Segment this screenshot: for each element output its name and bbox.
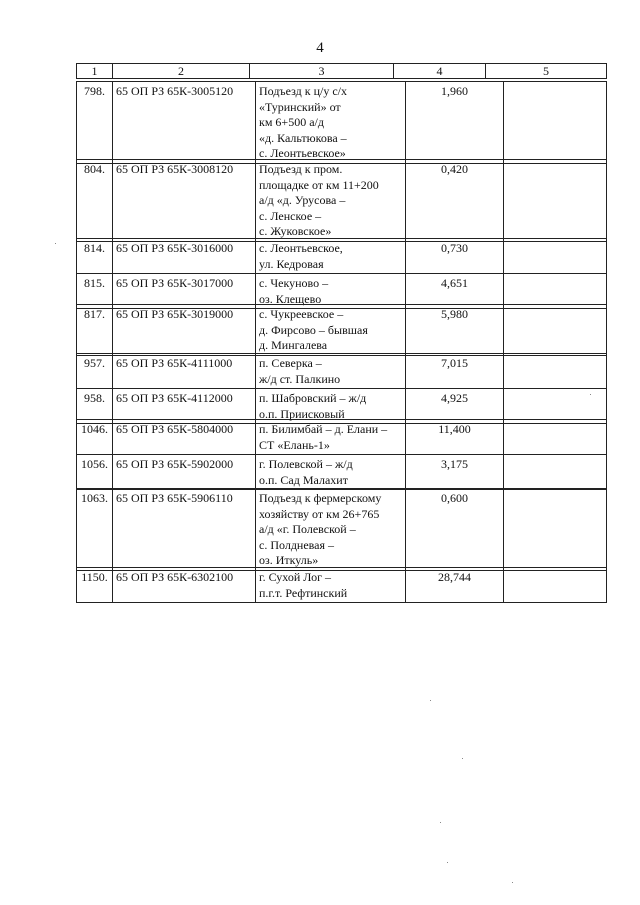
road-name (256, 160, 406, 242)
road-name-line: а/д «д. Урусова – (259, 193, 346, 208)
road-name-line: о.п. Приисковый (259, 406, 345, 421)
scan-speck (440, 822, 441, 823)
road-length: 0,730 (406, 239, 504, 274)
road-name-line: с. Жуковское» (259, 224, 332, 239)
road-name-line: д. Фирсово – бывшая (259, 322, 368, 337)
road-code: 65 ОП РЗ 65К-5902000 (113, 455, 256, 490)
row-number: 1063. (77, 489, 113, 571)
road-length: 3,175 (406, 455, 504, 490)
road-code: 65 ОП РЗ 65К-3019000 (113, 305, 256, 356)
table-row-group (76, 419, 607, 455)
road-name-line: «Туринский» от (259, 99, 341, 114)
row-number: 815. (77, 274, 113, 309)
table-row-group (76, 567, 607, 603)
road-length: 4,651 (406, 274, 504, 309)
scan-speck (55, 243, 56, 244)
table-row (77, 568, 607, 603)
column-header-5: 5 (486, 64, 607, 79)
column-header-2: 2 (113, 64, 250, 79)
road-name-line: п. Билимбай – д. Елани – (259, 422, 388, 436)
road-name-line: ж/д ст. Палкино (259, 371, 341, 386)
road-note (504, 305, 607, 356)
table-row (77, 82, 607, 164)
road-name-line: г. Сухой Лог – (259, 570, 331, 584)
road-name (256, 455, 406, 490)
table-row-group (76, 304, 607, 356)
road-length: 0,600 (406, 489, 504, 571)
road-name-line: ул. Кедровая (259, 256, 324, 271)
road-name-line: с. Леонтьевское, (259, 241, 343, 255)
table-row (77, 354, 607, 389)
road-name (256, 568, 406, 603)
road-code: 65 ОП РЗ 65К-4111000 (113, 354, 256, 389)
table-row-group (76, 353, 607, 424)
road-name (256, 489, 406, 571)
road-name-line: с. Ленское – (259, 208, 322, 223)
scan-speck (590, 394, 591, 395)
scan-speck (447, 862, 448, 863)
road-note (504, 455, 607, 490)
page-number: 4 (316, 40, 324, 56)
road-code: 65 ОП РЗ 65К-3008120 (113, 160, 256, 242)
table-row-group (76, 81, 607, 164)
road-name-line: п. Северка – (259, 356, 322, 370)
road-name-line: п.г.т. Рефтинский (259, 585, 348, 600)
road-note (504, 420, 607, 455)
table-row (77, 420, 607, 455)
road-note (504, 489, 607, 571)
row-number: 1046. (77, 420, 113, 455)
scan-speck (462, 758, 463, 759)
road-length: 1,960 (406, 82, 504, 164)
road-note (504, 82, 607, 164)
road-name-line: оз. Иткуль» (259, 553, 319, 568)
scan-speck (512, 882, 513, 883)
table-row (77, 239, 607, 274)
road-name-line: д. Мингалева (259, 338, 328, 353)
road-name (256, 82, 406, 164)
road-name-line: оз. Клещево (259, 291, 322, 306)
road-code: 65 ОП РЗ 65К-3005120 (113, 82, 256, 164)
road-name (256, 305, 406, 356)
column-header-3: 3 (250, 64, 394, 79)
road-length: 28,744 (406, 568, 504, 603)
column-header-row (76, 63, 607, 79)
road-code: 65 ОП РЗ 65К-4112000 (113, 389, 256, 424)
road-name-line: г. Полевской – ж/д (259, 457, 353, 471)
table-row (77, 305, 607, 356)
road-name-line: Подъезд к пром. (259, 162, 343, 176)
road-name-line: п. Шабровский – ж/д (259, 391, 367, 406)
row-number: 1150. (77, 568, 113, 603)
table-row (77, 489, 607, 571)
road-name-line: Подъезд к ц/у с/х (259, 84, 347, 98)
road-code: 65 ОП РЗ 65К-5804000 (113, 420, 256, 455)
row-number: 1056. (77, 455, 113, 490)
road-name-line: км 6+500 а/д (259, 115, 324, 130)
road-length: 11,400 (406, 420, 504, 455)
row-number: 814. (77, 239, 113, 274)
road-name (256, 420, 406, 455)
road-length: 5,980 (406, 305, 504, 356)
road-code: 65 ОП РЗ 65К-6302100 (113, 568, 256, 603)
road-name-line: СТ «Елань-1» (259, 437, 330, 452)
table-row-group (76, 488, 607, 571)
road-name-line: хозяйству от км 26+765 (259, 506, 380, 521)
row-number: 958. (77, 389, 113, 424)
road-note (504, 568, 607, 603)
road-name-line: с. Леонтьевское» (259, 146, 346, 161)
column-header-4: 4 (394, 64, 486, 79)
road-length: 0,420 (406, 160, 504, 242)
road-name-line: с. Полдневая – (259, 537, 335, 552)
road-code: 65 ОП РЗ 65К-3016000 (113, 239, 256, 274)
road-code: 65 ОП РЗ 65К-5906110 (113, 489, 256, 571)
row-number: 798. (77, 82, 113, 164)
road-name-line: с. Чукреевское – (259, 307, 344, 321)
road-name-line: о.п. Сад Малахит (259, 472, 348, 487)
road-length: 7,015 (406, 354, 504, 389)
table-row-group (76, 238, 607, 309)
column-header-1: 1 (77, 64, 113, 79)
table-row-group (76, 454, 607, 490)
road-name-line: «д. Кальтюкова – (259, 130, 347, 145)
road-note (504, 239, 607, 274)
scan-speck (430, 700, 431, 701)
road-name-line: с. Чекуново – (259, 276, 329, 291)
road-name-line: Подъезд к фермерскому (259, 491, 382, 505)
row-number: 957. (77, 354, 113, 389)
road-code: 65 ОП РЗ 65К-3017000 (113, 274, 256, 309)
road-note (504, 354, 607, 389)
road-note (504, 160, 607, 242)
table-row-group (76, 159, 607, 242)
road-name (256, 239, 406, 274)
row-number: 804. (77, 160, 113, 242)
road-length: 4,925 (406, 389, 504, 424)
road-name-line: а/д «г. Полевской – (259, 522, 356, 537)
road-name (256, 354, 406, 389)
road-name-line: площадке от км 11+200 (259, 177, 379, 192)
row-number: 817. (77, 305, 113, 356)
table-row (77, 160, 607, 242)
table-row (77, 455, 607, 490)
